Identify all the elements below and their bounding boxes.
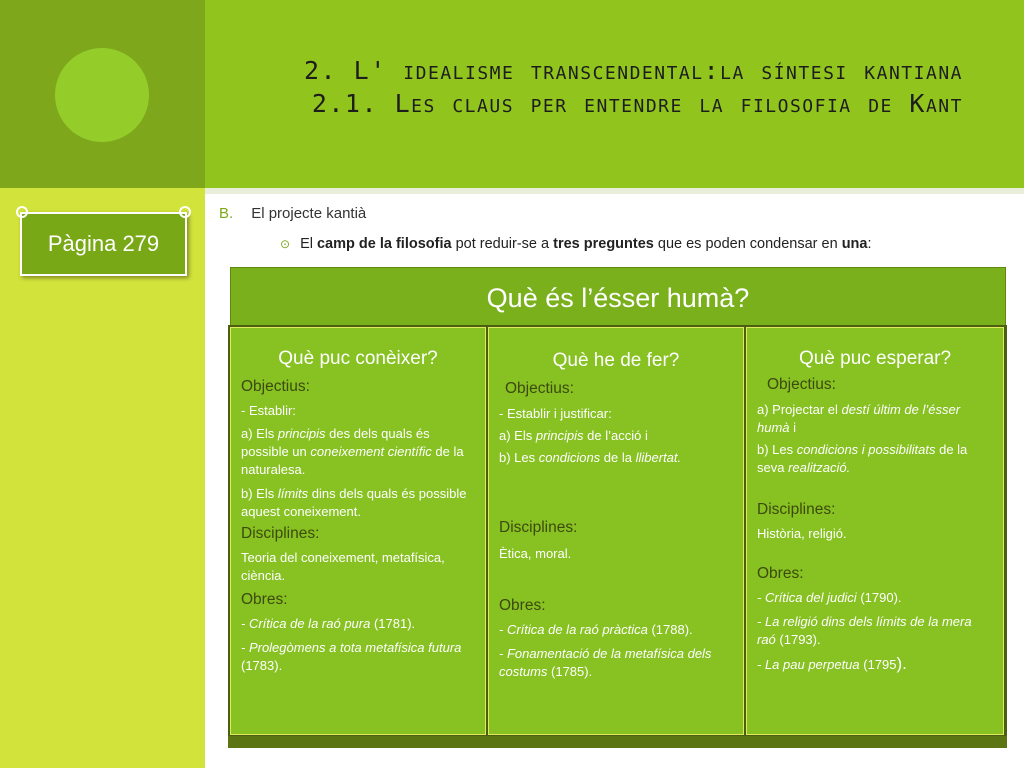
main-question: Què és l’ésser humà?	[486, 282, 750, 313]
bottom-bar	[228, 736, 1007, 748]
scroll-curl-icon	[16, 206, 28, 218]
work-item: - La religió dins dels límits de la mera raó (1793).	[757, 614, 972, 647]
objectives-label: Objectius:	[241, 378, 310, 395]
works-label: Obres:	[757, 565, 804, 582]
bullet-level-1	[219, 205, 366, 222]
bullet-text: El projecte kantià	[251, 205, 367, 222]
column-ethics	[488, 327, 744, 735]
bullet-letter: B.	[219, 205, 234, 222]
target-bullet-icon: ⊙	[280, 237, 291, 251]
disciplines-text: Història, religió.	[757, 526, 847, 541]
column-knowledge	[230, 327, 486, 735]
column-title: Què puc esperar?	[798, 348, 952, 369]
scroll-curl-icon	[179, 206, 191, 218]
page-tag-label: Pàgina 279	[47, 231, 160, 256]
works-label: Obres:	[241, 591, 288, 608]
objectives-label: Objectius:	[505, 380, 574, 397]
bullet-sentence: El camp de la filosofia pot reduir-se a tres preguntes que es poden condensar en una:	[300, 236, 872, 252]
disciplines-text: Teoria del coneixement, metafísica, ciència.	[241, 550, 445, 583]
page-tag	[20, 212, 187, 276]
work-item: - Crítica de la raó pràctica (1788).	[499, 622, 693, 637]
objective-line: b) Els límits dins dels quals és possible aquest coneixement.	[241, 486, 467, 519]
disciplines-text: Ètica, moral.	[499, 546, 572, 561]
title-line-1: 2. L' idealisme transcendental:la síntesi kantiana	[304, 56, 963, 85]
objective-line: b) Les condicions i possibilitats de la seva realització.	[757, 442, 968, 475]
column-title: Què he de fer?	[552, 350, 680, 371]
title-line-2: 2.1. Les claus per entendre la filosofia de Kant	[311, 89, 963, 118]
objective-line: - Establir:	[241, 403, 296, 418]
work-item: - Crítica del judici (1790).	[757, 590, 902, 605]
work-item: - Fonamentació de la metafísica dels costums (1785).	[499, 646, 712, 679]
objective-line: a) Projectar el destí últim de l’ésser humà i	[757, 402, 961, 435]
objective-line: - Establir i justificar:	[499, 406, 612, 421]
works-label: Obres:	[499, 597, 546, 614]
column-title: Què puc conèixer?	[278, 348, 438, 369]
bullet-level-2	[280, 236, 872, 252]
disciplines-label: Disciplines:	[499, 519, 578, 536]
divider	[205, 188, 1024, 194]
slide-title	[215, 54, 963, 120]
disciplines-label: Disciplines:	[241, 525, 320, 542]
objectives-label: Objectius:	[767, 376, 836, 393]
decorative-circle	[55, 48, 149, 142]
objective-line: a) Els principis des dels quals és possible un coneixement científic de la naturalesa.	[241, 426, 464, 477]
work-item: - La pau perpetua (1795).	[757, 654, 907, 673]
objective-line: b) Les condicions de la llibertat.	[499, 450, 682, 465]
column-hope	[746, 327, 1004, 735]
objective-line: a) Els principis de l’acció i	[499, 428, 648, 443]
disciplines-label: Disciplines:	[757, 501, 836, 518]
work-item: - Crítica de la raó pura (1781).	[241, 616, 416, 631]
main-question-box	[230, 267, 1006, 329]
work-item: - Prolegòmens a tota metafísica futura (1783).	[241, 640, 462, 673]
